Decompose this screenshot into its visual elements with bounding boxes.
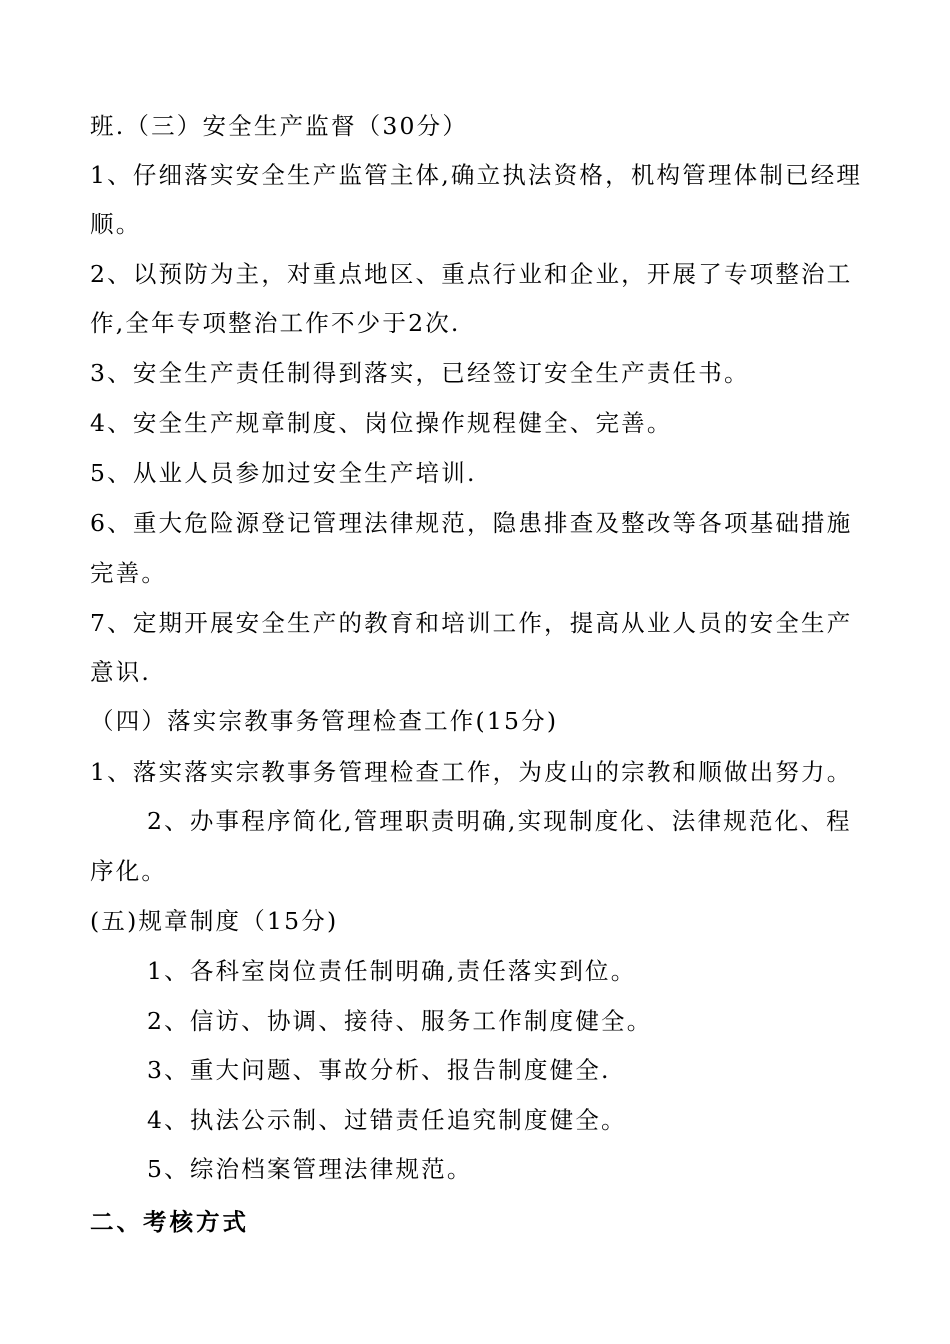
paragraph-line: 2、办事程序简化,管理职责明确,实现制度化、法律规范化、程 (147, 807, 852, 835)
assessment-method-heading: 二、考核方式 (90, 1208, 249, 1236)
paragraph-line: 作,全年专项整治工作不少于2次. (90, 309, 461, 337)
paragraph-line: 1、仔细落实安全生产监管主体,确立执法资格，机构管理体制已经理 (90, 161, 863, 189)
paragraph-line: 完善。 (90, 559, 168, 587)
paragraph-line: 5、综治档案管理法律规范。 (147, 1155, 473, 1183)
paragraph-line: 4、安全生产规章制度、岗位操作规程健全、完善。 (90, 409, 673, 437)
paragraph-line: 1、落实落实宗教事务管理检查工作，为皮山的宗教和顺做出努力。 (90, 758, 853, 786)
paragraph-line: 5、从业人员参加过安全生产培训. (90, 459, 477, 487)
paragraph-line: 2、信访、协调、接待、服务工作制度健全。 (147, 1007, 653, 1035)
paragraph-line: 意识. (90, 658, 152, 686)
section-5-heading: (五)规章制度（15分) (90, 907, 339, 935)
paragraph-line: 4、执法公示制、过错责任追究制度健全。 (147, 1106, 627, 1134)
paragraph-line: 2、以预防为主，对重点地区、重点行业和企业，开展了专项整治工 (90, 260, 853, 288)
paragraph-line: 3、重大问题、事故分析、报告制度健全. (147, 1056, 611, 1084)
paragraph-line: 序化。 (90, 857, 168, 885)
paragraph-line: 6、重大危险源登记管理法律规范，隐患排查及整改等各项基础措施 (90, 509, 853, 537)
paragraph-line: 1、各科室岗位责任制明确,责任落实到位。 (147, 957, 637, 985)
section-3-heading: 班.（三）安全生产监督（30分） (90, 112, 469, 140)
paragraph-line: 3、安全生产责任制得到落实，已经签订安全生产责任书。 (90, 359, 750, 387)
paragraph-line: 顺。 (90, 210, 142, 238)
paragraph-line: 7、定期开展安全生产的教育和培训工作，提高从业人员的安全生产 (90, 609, 853, 637)
section-4-heading: （四）落实宗教事务管理检查工作(15分) (90, 707, 559, 735)
